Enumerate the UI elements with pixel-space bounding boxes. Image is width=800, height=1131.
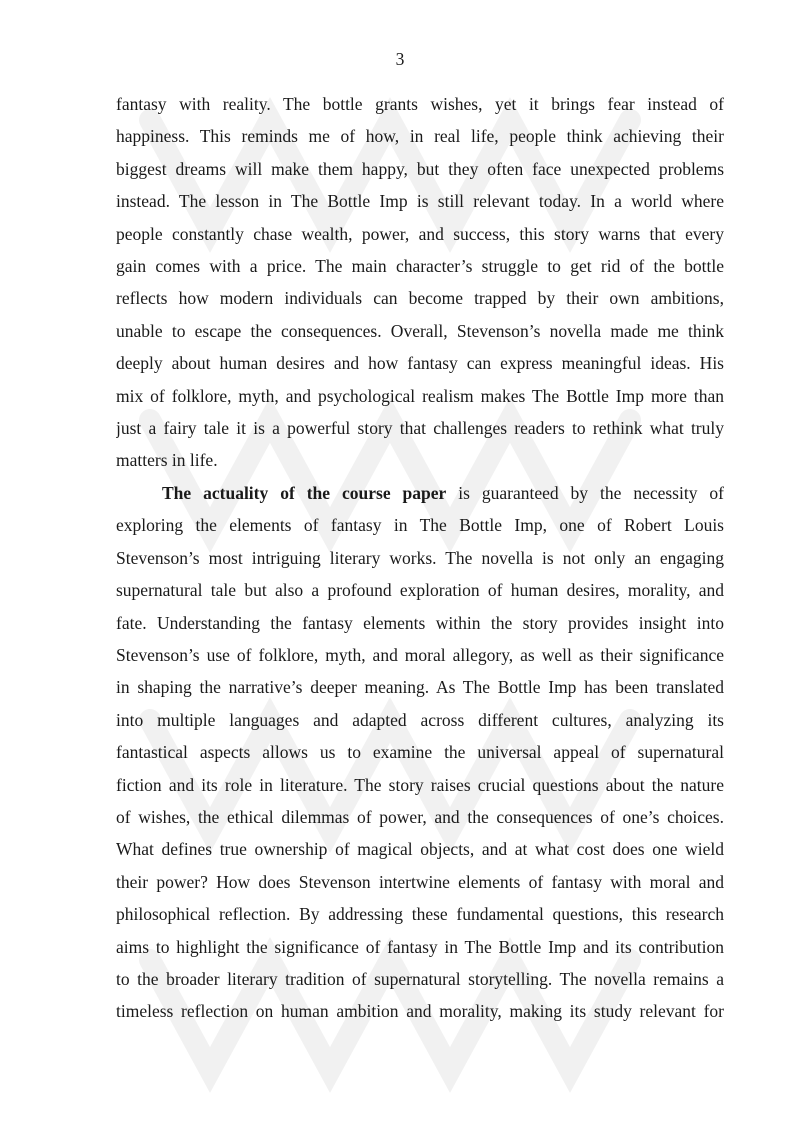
- text-line: in shaping the narrative’s deeper meaning. As The Bottle Imp has been translated: [116, 677, 724, 698]
- text-line: supernatural tale but also a profound exploration of human desires, morality, and: [116, 580, 724, 601]
- text-line: fantasy with reality. The bottle grants wishes, yet it brings fear instead of: [116, 94, 724, 114]
- paragraph-reflection: [116, 88, 724, 477]
- actuality-heading-bold: The actuality of the course paper: [162, 482, 447, 503]
- text-line: philosophical reflection. By addressing these fundamental questions, this research: [116, 904, 724, 925]
- text-line: exploring the elements of fantasy in The Bottle Imp, one of Robert Louis: [116, 515, 724, 536]
- text-line: deeply about human desires and how fantasy can express meaningful ideas. His: [116, 353, 724, 374]
- text-line-rest: is guaranteed by the necessity of: [446, 482, 724, 503]
- text-line: timeless reflection on human ambition and morality, making its study relevant for: [116, 1001, 724, 1022]
- text-line-first: [116, 477, 724, 509]
- text-line: instead. The lesson in The Bottle Imp is still relevant today. In a world where: [116, 191, 724, 212]
- text-line: their power? How does Stevenson intertwine elements of fantasy with moral and: [116, 871, 724, 892]
- text-line: matters in life.: [116, 450, 218, 471]
- text-line: reflects how modern individuals can become trapped by their own ambitions,: [116, 288, 724, 309]
- text-line: to the broader literary tradition of supernatural storytelling. The novella remains a: [116, 968, 724, 989]
- text-line: biggest dreams will make them happy, but they often face unexpected problems: [116, 158, 724, 179]
- text-line: aims to highlight the significance of fantasy in The Bottle Imp and its contribution: [116, 936, 724, 957]
- text-line: fiction and its role in literature. The story raises crucial questions about the nature: [116, 774, 724, 795]
- text-line: people constantly chase wealth, power, and success, this story warns that every: [116, 223, 724, 244]
- text-line: Stevenson’s most intriguing literary works. The novella is not only an engaging: [116, 547, 724, 568]
- text-line: Stevenson’s use of folklore, myth, and moral allegory, as well as their significance: [116, 644, 724, 665]
- text-line: What defines true ownership of magical objects, and at what cost does one wield: [116, 839, 724, 860]
- text-line: fantastical aspects allows us to examine the universal appeal of supernatural: [116, 742, 724, 763]
- document-body: [116, 88, 724, 1028]
- text-line: unable to escape the consequences. Overall, Stevenson’s novella made me think: [116, 320, 724, 341]
- text-line: mix of folklore, myth, and psychological realism makes The Bottle Imp more than: [116, 385, 724, 406]
- paragraph-actuality: [116, 477, 724, 1028]
- text-line: fate. Understanding the fantasy elements within the story provides insight into: [116, 612, 724, 633]
- text-line: happiness. This reminds me of how, in real life, people think achieving their: [116, 126, 724, 147]
- text-line: gain comes with a price. The main character’s struggle to get rid of the bottle: [116, 256, 724, 277]
- text-line: of wishes, the ethical dilemmas of power, and the consequences of one’s choices.: [116, 806, 724, 827]
- text-line: into multiple languages and adapted across different cultures, analyzing its: [116, 709, 724, 730]
- text-line: just a fairy tale it is a powerful story that challenges readers to rethink what truly: [116, 418, 724, 439]
- page-number: 3: [395, 49, 405, 69]
